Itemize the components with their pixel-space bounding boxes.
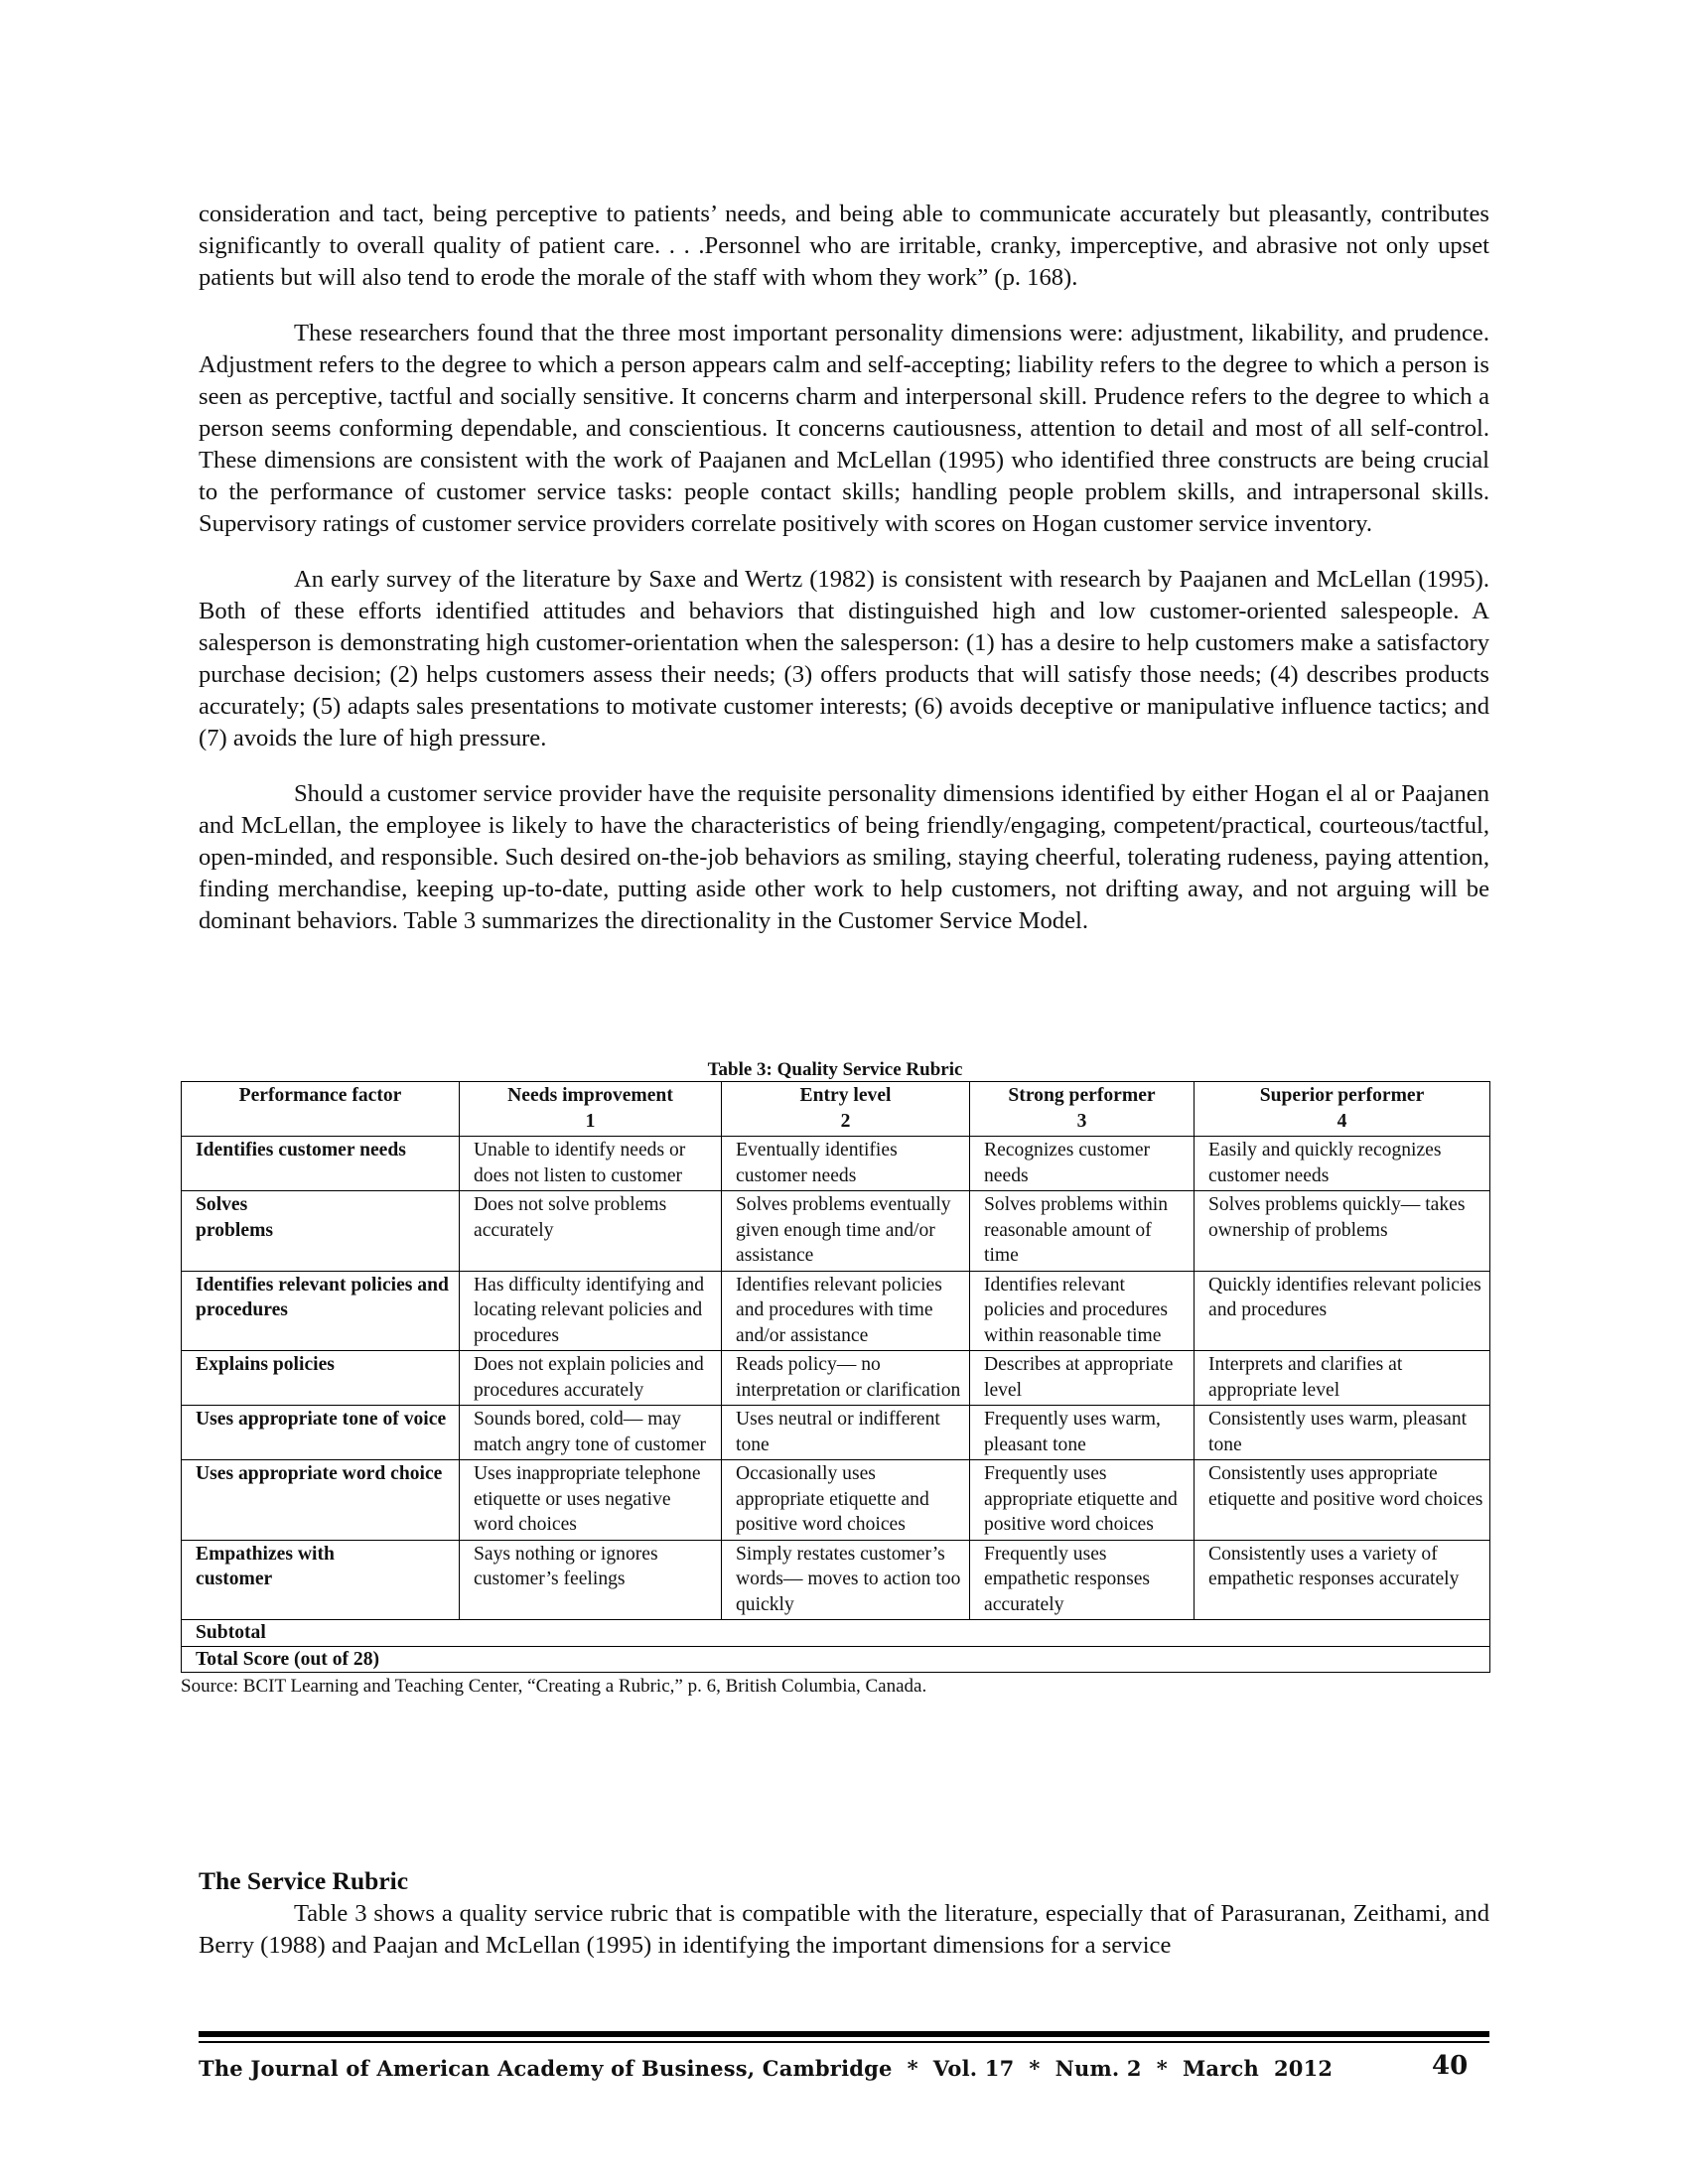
rubric-table-block xyxy=(181,1059,1489,1699)
header-title: Entry level xyxy=(799,1085,892,1106)
header-performance-factor xyxy=(182,1082,460,1137)
table-cell: Consistently uses a variety of empathetic responses accurately xyxy=(1195,1540,1490,1620)
table-cell: Describes at appropriate level xyxy=(970,1351,1195,1406)
paragraph-literature-survey: An early survey of the literature by Saxe and Wertz (1982) is consistent with research by Paajanen and McLellan (1995). Both of these efforts identified attitudes and behaviors that distinguished high and low customer-oriented salespeople. A salesperson is demonstrating high customer-orientation when the salesperson: (1) has a desire to help customers make a satisfactory purchase decision; (2) helps customers assess their needs; (3) offers products that will satisfy those needs; (4) describes products accurately; (5) adapts sales presentations to motivate customer interests; (6) avoids deceptive or manipulative influence tactics; and (7) avoids the lure of high pressure. xyxy=(199,566,1489,751)
page-number: 40 xyxy=(1432,2051,1469,2081)
table-row xyxy=(182,1271,1490,1351)
rubric-table xyxy=(181,1081,1490,1673)
factor-cell: Uses appropriate tone of voice xyxy=(182,1406,460,1460)
footer-rule-thick xyxy=(199,2031,1489,2037)
table-cell: Identifies relevant policies and procedures within reasonable time xyxy=(970,1271,1195,1351)
factor-cell: Explains policies xyxy=(182,1351,460,1406)
table-cell: Occasionally uses appropriate etiquette and positive word choices xyxy=(722,1460,970,1541)
paragraph-quote-continuation: consideration and tact, being perceptive to patients’ needs, and being able to communicate accurately but pleasantly, contributes significantly to overall quality of patient care. . . .Personnel who are irritable, cranky, imperceptive, and abrasive not only upset patients but will also tend to erode the morale of the staff with whom they work” (p. 168). xyxy=(199,201,1489,291)
paragraph-service-provider: Should a customer service provider have the requisite personality dimensions identified by either Hogan el al or Paajanen and McLellan, the employee is likely to have the characteristics of being friendly/engaging, competent/practical, courteous/tactful, open-minded, and responsible. Such desired on-the-job behaviors as smiling, staying cheerful, tolerating rudeness, paying attention, finding merchandise, keeping up-to-date, putting aside other work to help customers, not drifting away, and not arguing will be dominant behaviors. Table 3 summarizes the directionality in the Customer Service Model. xyxy=(199,780,1489,934)
table-cell: Recognizes customer needs xyxy=(970,1137,1195,1191)
table-row xyxy=(182,1406,1490,1460)
table-cell: Consistently uses appropriate etiquette and positive word choices xyxy=(1195,1460,1490,1541)
factor-cell: Identifies customer needs xyxy=(182,1137,460,1191)
table-cell: Uses neutral or indifferent tone xyxy=(722,1406,970,1460)
factor-cell: Empathizes with customer xyxy=(182,1540,460,1620)
body-text xyxy=(199,199,1489,961)
header-superior-performer xyxy=(1195,1082,1490,1137)
footer-rule-thin xyxy=(199,2041,1489,2043)
table-source-note: Source: BCIT Learning and Teaching Center, “Creating a Rubric,” p. 6, British Columbia, Canada. xyxy=(181,1676,927,1697)
table-cell: Solves problems eventually given enough time and/or assistance xyxy=(722,1191,970,1272)
table-cell: Does not solve problems accurately xyxy=(460,1191,722,1272)
subtotal-label: Subtotal xyxy=(182,1620,1490,1647)
header-needs-improvement xyxy=(460,1082,722,1137)
header-number: 1 xyxy=(585,1110,596,1132)
header-title: Superior performer xyxy=(1259,1085,1425,1106)
section-heading: The Service Rubric xyxy=(199,1866,409,1895)
table-cell: Eventually identifies customer needs xyxy=(722,1137,970,1191)
table-cell: Frequently uses appropriate etiquette and positive word choices xyxy=(970,1460,1195,1541)
paragraph-personality-dimensions: These researchers found that the three most important personality dimensions were: adjustment, likability, and prudence. Adjustment refers to the degree to which a person appears calm and self-accepting; liability refers to the degree to which a person is seen as perceptive, tactful and socially sensitive. It concerns charm and interpersonal skill. Prudence refers to the degree to which a person seems conforming dependable, and conscientious. It concerns cautiousness, attention to detail and most of all self-control. These dimensions are consistent with the work of Paajanen and McLellan (1995) who identified three constructs are being crucial to the performance of customer service tasks: people contact skills; handling people problem skills, and intrapersonal skills. Supervisory ratings of customer service providers correlate positively with scores on Hogan customer service inventory. xyxy=(199,320,1489,537)
header-entry-level xyxy=(722,1082,970,1137)
table-cell: Interprets and clarifies at appropriate level xyxy=(1195,1351,1490,1406)
table-cell: Unable to identify needs or does not listen to customer xyxy=(460,1137,722,1191)
factor-cell: Solves problems xyxy=(182,1191,460,1272)
table-header-row xyxy=(182,1082,1490,1137)
footer-journal-citation: The Journal of American Academy of Business, Cambridge * Vol. 17 * Num. 2 * March 2012 xyxy=(199,2056,1334,2081)
table-row xyxy=(182,1351,1490,1406)
table-cell: Quickly identifies relevant policies and procedures xyxy=(1195,1271,1490,1351)
header-strong-performer xyxy=(970,1082,1195,1137)
table-cell: Does not explain policies and procedures accurately xyxy=(460,1351,722,1406)
table-cell: Simply restates customer’s words— moves to action too quickly xyxy=(722,1540,970,1620)
total-score-label: Total Score (out of 28) xyxy=(182,1646,1490,1673)
header-title: Performance factor xyxy=(238,1085,402,1106)
table-cell: Solves problems quickly— takes ownership of problems xyxy=(1195,1191,1490,1272)
table-row xyxy=(182,1460,1490,1541)
table-cell: Reads policy— no interpretation or clarification xyxy=(722,1351,970,1406)
table-cell: Uses inappropriate telephone etiquette or uses negative word choices xyxy=(460,1460,722,1541)
header-number: 4 xyxy=(1336,1110,1347,1132)
header-number: 2 xyxy=(840,1110,851,1132)
table-cell: Has difficulty identifying and locating relevant policies and procedures xyxy=(460,1271,722,1351)
header-title: Strong performer xyxy=(1008,1085,1156,1106)
table-row xyxy=(182,1137,1490,1191)
table-cell: Identifies relevant policies and procedures with time and/or assistance xyxy=(722,1271,970,1351)
table-cell: Sounds bored, cold— may match angry tone of customer xyxy=(460,1406,722,1460)
factor-cell: Identifies relevant policies and procedures xyxy=(182,1271,460,1351)
subtotal-row xyxy=(182,1620,1490,1647)
table-cell: Easily and quickly recognizes customer needs xyxy=(1195,1137,1490,1191)
table-cell: Consistently uses warm, pleasant tone xyxy=(1195,1406,1490,1460)
table-cell: Frequently uses warm, pleasant tone xyxy=(970,1406,1195,1460)
table-row xyxy=(182,1540,1490,1620)
total-score-row xyxy=(182,1646,1490,1673)
table-row xyxy=(182,1191,1490,1272)
section-body xyxy=(199,1898,1489,1985)
table-cell: Solves problems within reasonable amount of time xyxy=(970,1191,1195,1272)
paragraph-service-rubric: Table 3 shows a quality service rubric that is compatible with the literature, especially that of Parasuranan, Zeithami, and Berry (1988) and Paajan and McLellan (1995) in identifying the important dimensions for a service xyxy=(199,1900,1489,1959)
table-cell: Frequently uses empathetic responses accurately xyxy=(970,1540,1195,1620)
table-cell: Says nothing or ignores customer’s feelings xyxy=(460,1540,722,1620)
header-number: 3 xyxy=(1076,1110,1087,1132)
table-caption: Table 3: Quality Service Rubric xyxy=(707,1059,963,1080)
factor-cell: Uses appropriate word choice xyxy=(182,1460,460,1541)
header-title: Needs improvement xyxy=(507,1085,673,1106)
